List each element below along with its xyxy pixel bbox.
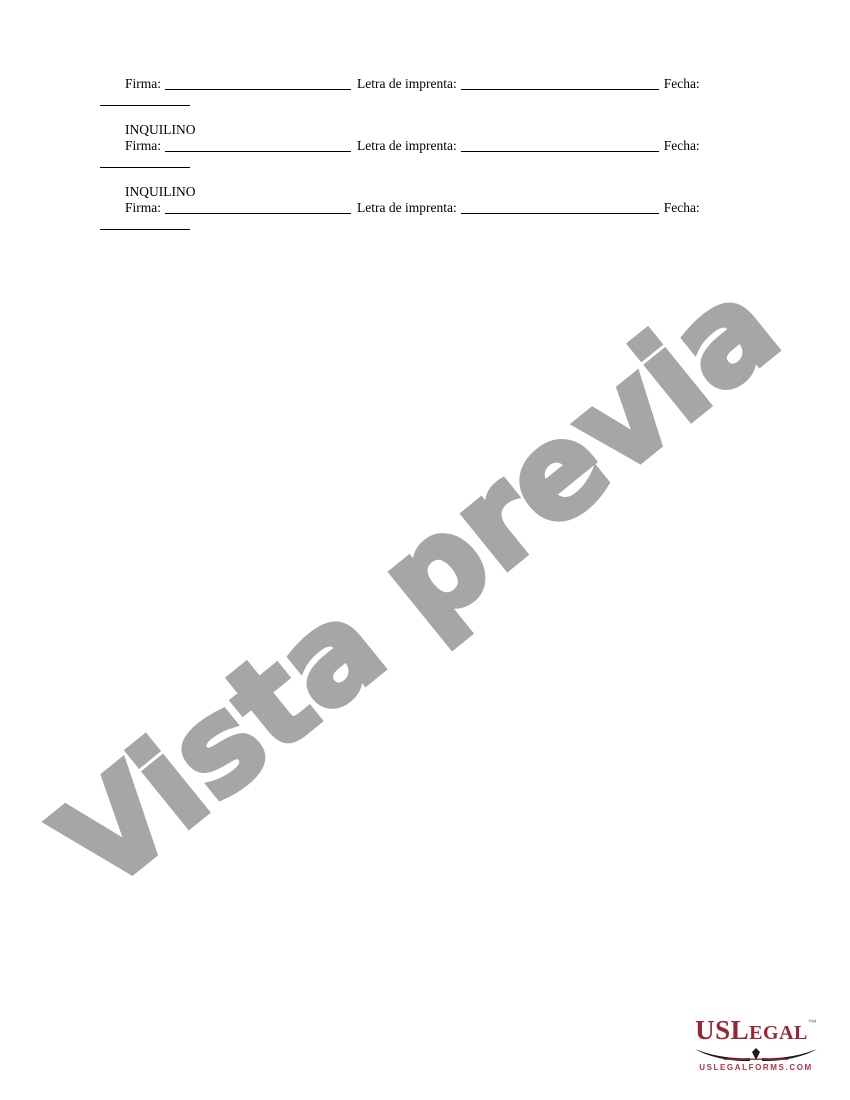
firma-label: Firma: bbox=[125, 138, 161, 153]
firma-label: Firma: bbox=[125, 76, 161, 91]
date-line-wrap bbox=[100, 216, 790, 229]
letra-label: Letra de imprenta: bbox=[357, 138, 457, 153]
trademark-symbol: ™ bbox=[807, 1018, 817, 1028]
letra-label: Letra de imprenta: bbox=[357, 200, 457, 215]
date-line-wrap bbox=[100, 154, 790, 167]
signature-line bbox=[165, 201, 351, 214]
signature-block bbox=[100, 184, 790, 229]
signature-block bbox=[100, 76, 790, 105]
signature-row bbox=[100, 76, 790, 92]
preview-watermark: Vista previa bbox=[30, 251, 806, 919]
signature-row bbox=[100, 200, 790, 216]
eagle-wings-icon bbox=[694, 1047, 818, 1062]
printed-name-line bbox=[461, 139, 659, 152]
letra-label: Letra de imprenta: bbox=[357, 76, 457, 91]
fecha-label: Fecha: bbox=[663, 200, 700, 215]
uslegal-logo bbox=[690, 1010, 822, 1072]
printed-name-line bbox=[461, 77, 659, 90]
date-line bbox=[100, 155, 190, 168]
signature-block bbox=[100, 122, 790, 167]
brand-large-text: USL bbox=[695, 1015, 750, 1045]
date-line-wrap bbox=[100, 92, 790, 105]
signature-line bbox=[165, 77, 351, 90]
date-line bbox=[100, 93, 190, 106]
signature-row bbox=[100, 138, 790, 154]
brand-small-text: EGAL bbox=[749, 1022, 808, 1044]
uslegal-brand-text bbox=[690, 1010, 822, 1048]
fecha-label: Fecha: bbox=[663, 138, 700, 153]
signature-section bbox=[100, 76, 790, 237]
firma-label: Firma: bbox=[125, 200, 161, 215]
block-heading: INQUILINO bbox=[125, 184, 196, 199]
website-text: USLEGALFORMS.COM bbox=[699, 1063, 813, 1072]
block-heading: INQUILINO bbox=[125, 122, 196, 137]
signature-line bbox=[165, 139, 351, 152]
printed-name-line bbox=[461, 201, 659, 214]
date-line bbox=[100, 217, 190, 230]
fecha-label: Fecha: bbox=[663, 76, 700, 91]
